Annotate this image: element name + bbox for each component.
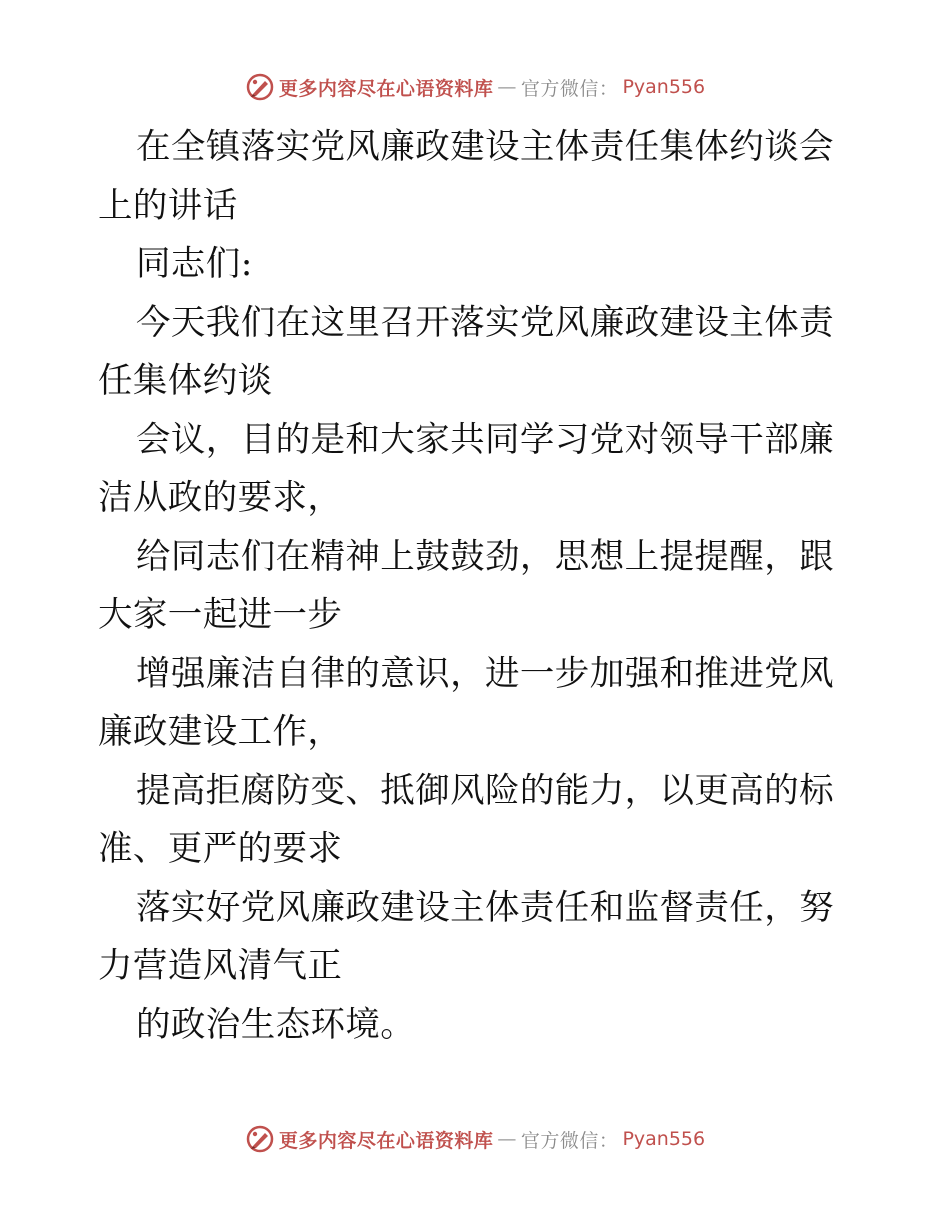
body-paragraph: 增强廉洁自律的意识，进一步加强和推进党风廉政建设工作， — [98, 653, 834, 752]
banner-site-name: 更多内容尽在心语资料库 — [278, 1129, 494, 1152]
body-paragraph: 给同志们在精神上鼓鼓劲，思想上提提醒，跟大家一起进一步 — [98, 536, 834, 635]
body-paragraph: 今天我们在这里召开落实党风廉政建设主体责任集体约谈 — [98, 302, 834, 401]
banner-wechat-id: Pyan556 — [622, 76, 706, 98]
body-paragraph: 提高拒腐防变、抵御风险的能力，以更高的标准、更严的要求 — [98, 770, 834, 869]
banner-dash: — — [497, 1128, 517, 1150]
document-body — [98, 118, 858, 1054]
salutation: 同志们: — [136, 244, 253, 284]
banner-wechat-id: Pyan556 — [622, 1128, 706, 1150]
body-paragraph: 的政治生态环境。 — [136, 1004, 416, 1045]
body-paragraph: 会议，目的是和大家共同学习党对领导干部廉洁从政的要求， — [98, 419, 834, 518]
document-title: 在全镇落实党风廉政建设主体责任集体约谈会上的讲话 — [98, 127, 834, 226]
banner-wechat-label: 官方微信： — [520, 77, 619, 100]
body-paragraph: 落实好党风廉政建设主体责任和监督责任，努力营造风清气正 — [98, 887, 834, 986]
pen-logo-icon — [245, 72, 275, 102]
pen-logo-icon — [245, 1124, 275, 1154]
banner-dash: — — [497, 76, 517, 98]
footer-watermark-banner — [0, 1124, 950, 1154]
banner-wechat-label: 官方微信： — [520, 1129, 619, 1152]
banner-site-name: 更多内容尽在心语资料库 — [278, 77, 494, 100]
header-watermark-banner — [0, 72, 950, 102]
